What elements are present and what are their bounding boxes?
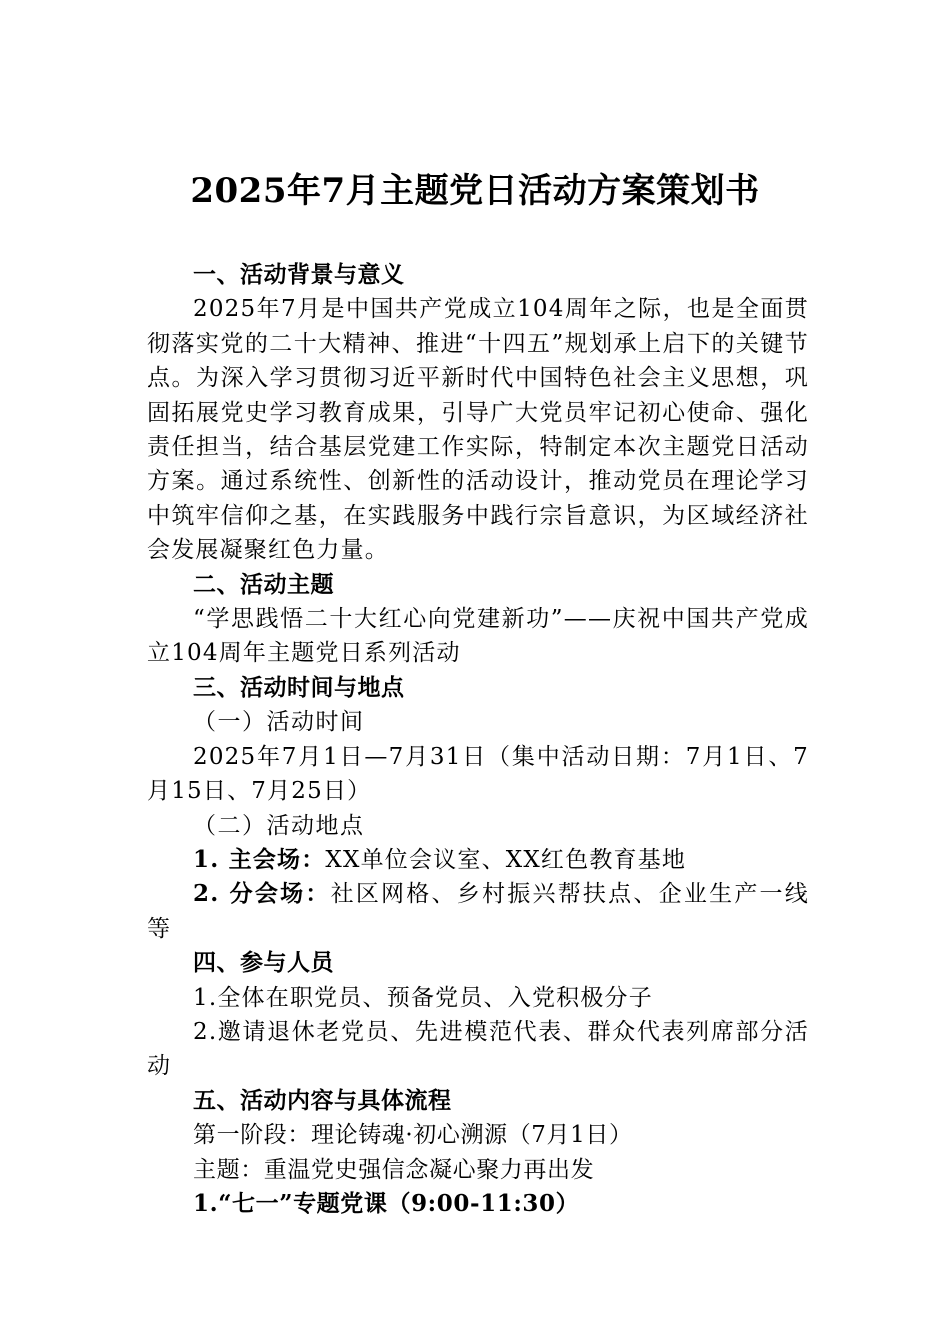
participants-item-1: 1.全体在职党员、预备党员、入党积极分子 — [193, 984, 653, 1011]
time-paragraph: 2025年7月1日—7月31日（集中活动日期：7月1日、7月15日、7月25日） — [147, 743, 809, 805]
place-item-branch — [147, 877, 809, 946]
place-main-text: XX单位会议室、XX红色教育基地 — [325, 846, 687, 873]
place-main-label: 1. 主会场： — [193, 845, 326, 873]
participants-item-2: 2.邀请退休老党员、先进模范代表、群众代表列席部分活动 — [147, 1018, 809, 1080]
section-heading-time-place: 三、活动时间与地点 — [193, 674, 405, 701]
stage-1-item-1 — [147, 1187, 809, 1221]
place-branch-label: 2. 分会场： — [193, 880, 331, 908]
subheading-time: （一）活动时间 — [193, 709, 365, 736]
document-title: 2025年7月主题党日活动方案策划书 — [190, 171, 760, 211]
section-heading-content: 五、活动内容与具体流程 — [193, 1087, 452, 1114]
document-body — [147, 258, 809, 1221]
background-paragraph: 2025年7月是中国共产党成立104周年之际，也是全面贯彻落实党的二十大精神、推进“十四五”规划承上启下的关键节点。为深入学习贯彻习近平新时代中国特色社会主义思想，巩固拓展党史学习教育成果，引导广大党员牢记初心使命、强化责任担当，结合基层党建工作实际，特制定本次主题党日活动方案。通过系统性、创新性的活动设计，推动党员在理论学习中筑牢信仰之基，在实践服务中践行宗旨意识，为区域经济社会发展凝聚红色力量。 — [147, 296, 809, 564]
stage-1-line: 第一阶段：理论铸魂·初心溯源（7月1日） — [193, 1122, 633, 1149]
stage-1-theme: 主题：重温党史强信念凝心聚力再出发 — [193, 1156, 595, 1183]
place-item-main — [147, 843, 809, 877]
section-heading-background: 一、活动背景与意义 — [193, 262, 405, 288]
stage-1-item-1-text: 1.“七一”专题党课（9:00-11:30） — [193, 1189, 580, 1217]
section-heading-theme: 二、活动主题 — [193, 571, 334, 598]
subheading-place: （二）活动地点 — [193, 812, 365, 839]
place-branch-text: 社区网格、乡村振兴帮扶点、企业生产一线等 — [147, 881, 809, 942]
section-heading-participants: 四、参与人员 — [193, 950, 334, 977]
theme-paragraph: “学思践悟二十大红心向党建新功”——庆祝中国共产党成立104周年主题党日系列活动 — [147, 606, 809, 667]
